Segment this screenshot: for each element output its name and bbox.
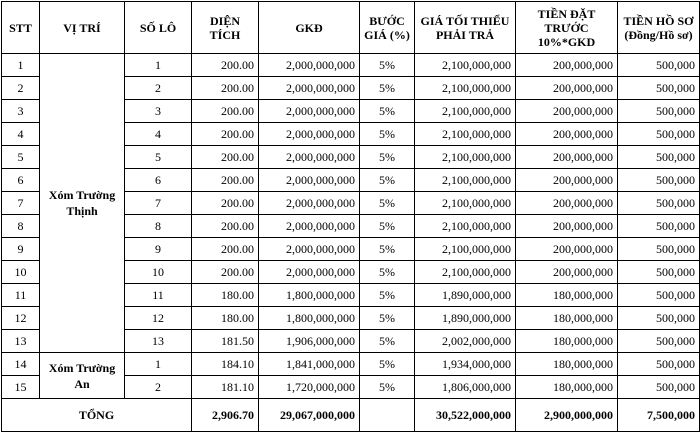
cell-area: 200.00 (192, 169, 259, 192)
cell-lot-number: 2 (125, 77, 192, 100)
cell-deposit: 180,000,000 (516, 284, 618, 307)
cell-deposit: 200,000,000 (516, 261, 618, 284)
cell-document-fee: 500,000 (618, 123, 700, 146)
cell-price-step: 5% (360, 353, 415, 376)
header-deposit: TIỀN ĐẶT TRƯỚC 10%*GKD (516, 2, 618, 54)
cell-stt: 6 (2, 169, 40, 192)
cell-starting-price: 2,000,000,000 (259, 192, 360, 215)
cell-starting-price: 2,000,000,000 (259, 123, 360, 146)
cell-starting-price: 2,000,000,000 (259, 238, 360, 261)
total-deposit: 2,900,000,000 (516, 399, 618, 432)
cell-document-fee: 500,000 (618, 307, 700, 330)
cell-stt: 7 (2, 192, 40, 215)
cell-stt: 15 (2, 376, 40, 399)
cell-price-step: 5% (360, 215, 415, 238)
cell-area: 200.00 (192, 192, 259, 215)
cell-document-fee: 500,000 (618, 238, 700, 261)
cell-stt: 10 (2, 261, 40, 284)
header-location: VỊ TRÍ (40, 2, 125, 54)
cell-starting-price: 1,720,000,000 (259, 376, 360, 399)
cell-location: Xóm Trường Thịnh (40, 54, 125, 353)
cell-document-fee: 500,000 (618, 353, 700, 376)
cell-stt: 2 (2, 77, 40, 100)
cell-starting-price: 2,000,000,000 (259, 261, 360, 284)
cell-lot-number: 12 (125, 307, 192, 330)
cell-lot-number: 10 (125, 261, 192, 284)
cell-area: 200.00 (192, 146, 259, 169)
cell-deposit: 180,000,000 (516, 353, 618, 376)
cell-starting-price: 2,000,000,000 (259, 146, 360, 169)
total-min-price: 30,522,000,000 (415, 399, 516, 432)
cell-deposit: 200,000,000 (516, 54, 618, 77)
cell-stt: 12 (2, 307, 40, 330)
cell-lot-number: 9 (125, 238, 192, 261)
header-lot-number: SỐ LÔ (125, 2, 192, 54)
cell-area: 200.00 (192, 77, 259, 100)
cell-min-price: 2,100,000,000 (415, 77, 516, 100)
cell-starting-price: 1,841,000,000 (259, 353, 360, 376)
cell-price-step: 5% (360, 123, 415, 146)
cell-document-fee: 500,000 (618, 100, 700, 123)
cell-document-fee: 500,000 (618, 215, 700, 238)
cell-min-price: 2,002,000,000 (415, 330, 516, 353)
cell-min-price: 2,100,000,000 (415, 169, 516, 192)
cell-min-price: 2,100,000,000 (415, 100, 516, 123)
cell-lot-number: 8 (125, 215, 192, 238)
total-price-step (360, 399, 415, 432)
cell-lot-number: 4 (125, 123, 192, 146)
cell-price-step: 5% (360, 192, 415, 215)
cell-deposit: 200,000,000 (516, 238, 618, 261)
cell-price-step: 5% (360, 54, 415, 77)
cell-document-fee: 500,000 (618, 192, 700, 215)
cell-area: 184.10 (192, 353, 259, 376)
total-document-fee: 7,500,000 (618, 399, 700, 432)
cell-lot-number: 13 (125, 330, 192, 353)
cell-deposit: 200,000,000 (516, 100, 618, 123)
cell-starting-price: 2,000,000,000 (259, 54, 360, 77)
total-starting-price: 29,067,000,000 (259, 399, 360, 432)
cell-price-step: 5% (360, 376, 415, 399)
cell-price-step: 5% (360, 284, 415, 307)
total-area: 2,906.70 (192, 399, 259, 432)
cell-area: 200.00 (192, 261, 259, 284)
cell-stt: 11 (2, 284, 40, 307)
cell-price-step: 5% (360, 238, 415, 261)
cell-deposit: 180,000,000 (516, 330, 618, 353)
cell-starting-price: 1,800,000,000 (259, 284, 360, 307)
cell-price-step: 5% (360, 169, 415, 192)
table-row (2, 353, 700, 376)
cell-area: 180.00 (192, 284, 259, 307)
cell-area: 200.00 (192, 215, 259, 238)
cell-min-price: 1,890,000,000 (415, 284, 516, 307)
cell-area: 200.00 (192, 54, 259, 77)
header-min-price: GIÁ TỐI THIỂU PHẢI TRẢ (415, 2, 516, 54)
header-document-fee: TIỀN HỒ SƠ (Đồng/Hồ sơ) (618, 2, 700, 54)
cell-lot-number: 5 (125, 146, 192, 169)
cell-document-fee: 500,000 (618, 330, 700, 353)
cell-area: 200.00 (192, 100, 259, 123)
cell-min-price: 2,100,000,000 (415, 123, 516, 146)
cell-document-fee: 500,000 (618, 284, 700, 307)
cell-area: 180.00 (192, 307, 259, 330)
cell-min-price: 1,934,000,000 (415, 353, 516, 376)
cell-min-price: 2,100,000,000 (415, 215, 516, 238)
cell-min-price: 1,806,000,000 (415, 376, 516, 399)
total-label: TỔNG (2, 399, 192, 432)
cell-area: 200.00 (192, 238, 259, 261)
cell-stt: 1 (2, 54, 40, 77)
auction-lot-table (1, 1, 700, 432)
cell-deposit: 200,000,000 (516, 169, 618, 192)
table-row (2, 54, 700, 77)
table-body (2, 54, 700, 399)
cell-document-fee: 500,000 (618, 146, 700, 169)
cell-price-step: 5% (360, 100, 415, 123)
cell-deposit: 200,000,000 (516, 123, 618, 146)
cell-starting-price: 2,000,000,000 (259, 215, 360, 238)
header-stt: STT (2, 2, 40, 54)
cell-stt: 3 (2, 100, 40, 123)
cell-price-step: 5% (360, 77, 415, 100)
cell-min-price: 1,890,000,000 (415, 307, 516, 330)
cell-stt: 4 (2, 123, 40, 146)
cell-document-fee: 500,000 (618, 77, 700, 100)
cell-starting-price: 1,800,000,000 (259, 307, 360, 330)
cell-price-step: 5% (360, 261, 415, 284)
cell-min-price: 2,100,000,000 (415, 146, 516, 169)
cell-stt: 5 (2, 146, 40, 169)
cell-deposit: 200,000,000 (516, 146, 618, 169)
cell-document-fee: 500,000 (618, 261, 700, 284)
cell-starting-price: 2,000,000,000 (259, 169, 360, 192)
cell-deposit: 200,000,000 (516, 192, 618, 215)
cell-stt: 13 (2, 330, 40, 353)
cell-lot-number: 1 (125, 54, 192, 77)
cell-lot-number: 11 (125, 284, 192, 307)
cell-price-step: 5% (360, 307, 415, 330)
cell-area: 200.00 (192, 123, 259, 146)
cell-document-fee: 500,000 (618, 376, 700, 399)
cell-deposit: 200,000,000 (516, 215, 618, 238)
cell-starting-price: 1,906,000,000 (259, 330, 360, 353)
cell-deposit: 200,000,000 (516, 77, 618, 100)
total-row (2, 399, 700, 432)
cell-document-fee: 500,000 (618, 54, 700, 77)
header-area: DIỆN TÍCH (192, 2, 259, 54)
cell-deposit: 180,000,000 (516, 376, 618, 399)
cell-lot-number: 6 (125, 169, 192, 192)
cell-deposit: 180,000,000 (516, 307, 618, 330)
header-starting-price: GKĐ (259, 2, 360, 54)
cell-document-fee: 500,000 (618, 169, 700, 192)
cell-price-step: 5% (360, 146, 415, 169)
cell-min-price: 2,100,000,000 (415, 54, 516, 77)
cell-price-step: 5% (360, 330, 415, 353)
cell-lot-number: 7 (125, 192, 192, 215)
cell-lot-number: 1 (125, 353, 192, 376)
header-price-step: BƯỚC GIÁ (%) (360, 2, 415, 54)
cell-stt: 8 (2, 215, 40, 238)
cell-min-price: 2,100,000,000 (415, 261, 516, 284)
cell-location: Xóm Trường An (40, 353, 125, 399)
cell-lot-number: 2 (125, 376, 192, 399)
cell-starting-price: 2,000,000,000 (259, 77, 360, 100)
cell-area: 181.10 (192, 376, 259, 399)
cell-area: 181.50 (192, 330, 259, 353)
header-row (2, 2, 700, 54)
cell-min-price: 2,100,000,000 (415, 192, 516, 215)
cell-stt: 14 (2, 353, 40, 376)
cell-min-price: 2,100,000,000 (415, 238, 516, 261)
cell-lot-number: 3 (125, 100, 192, 123)
cell-starting-price: 2,000,000,000 (259, 100, 360, 123)
cell-stt: 9 (2, 238, 40, 261)
